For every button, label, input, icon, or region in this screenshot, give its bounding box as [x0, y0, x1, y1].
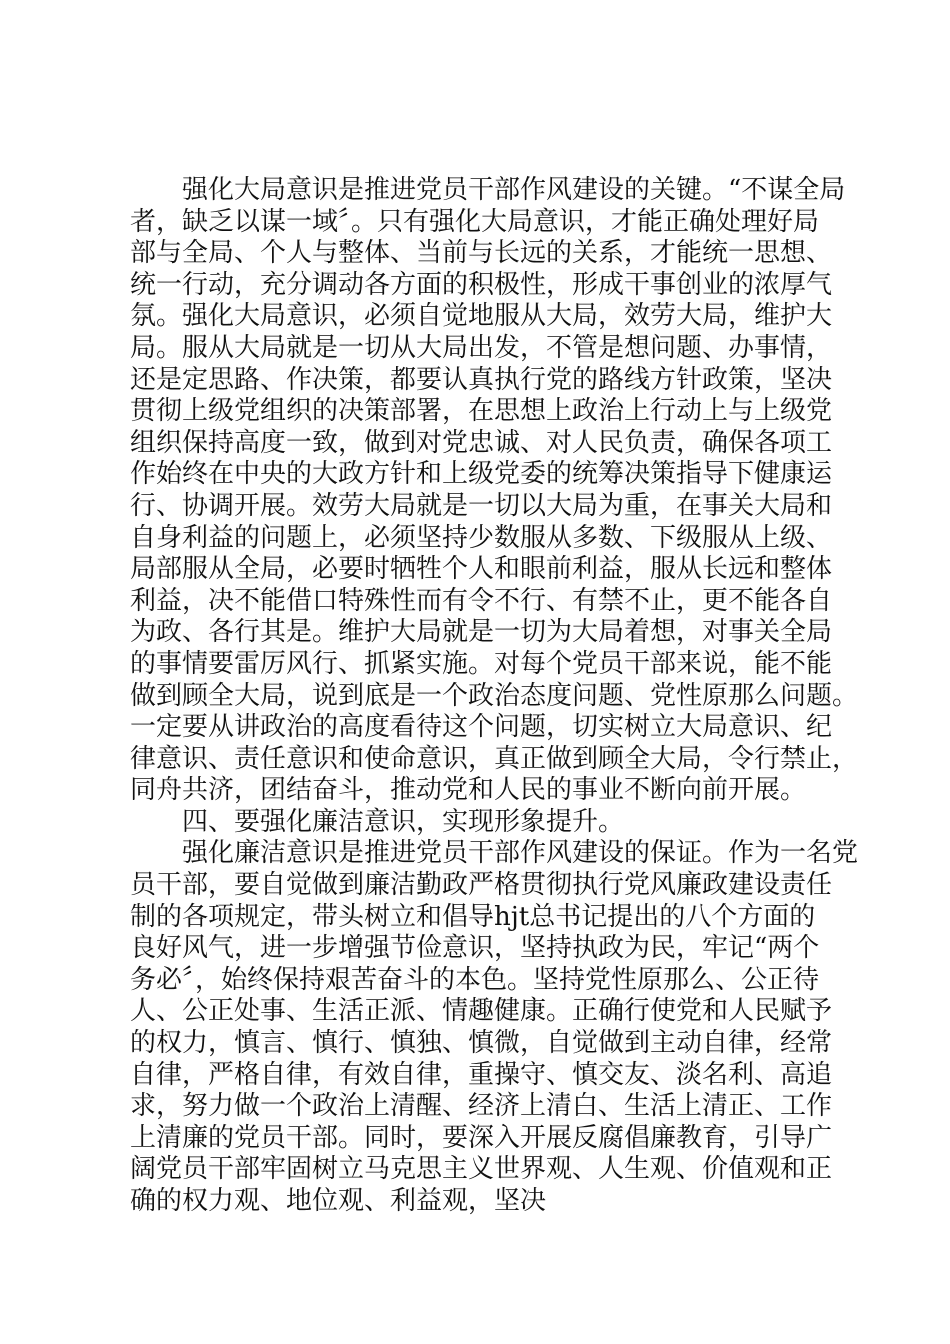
section-heading: 四、要强化廉洁意识，实现形象提升。	[182, 806, 625, 837]
paragraph-line: 贯彻上级党组织的决策部署，在思想上政治上行动上与上级党	[130, 396, 833, 427]
paragraph-line: 求，努力做一个政治上清醒、经济上清白、生活上清正、工作	[130, 1091, 833, 1122]
paragraph-line: 律意识、责任意识和使命意识，真正做到顾全大局，令行禁止，	[130, 743, 859, 774]
paragraph-line: 阔党员干部牢固树立马克思主义世界观、人生观、价值观和正	[130, 1154, 833, 1185]
paragraph-line: 局部服从全局，必要时牺牲个人和眼前利益，服从长远和整体	[130, 554, 833, 585]
paragraph-line: 做到顾全大局，说到底是一个政治态度问题、党性原那么问题。	[130, 680, 859, 711]
paragraph-line: 良好风气，进一步增强节俭意识，坚持执政为民，牢记“两个	[130, 933, 820, 964]
paragraph-line: 氛。强化大局意识，必须自觉地服从大局，效劳大局，维护大	[130, 301, 833, 332]
paragraph-line: 统一行动，充分调动各方面的积极性，形成干事创业的浓厚气	[130, 269, 833, 300]
paragraph-line: 利益，决不能借口特殊性而有令不行、有禁不止，更不能各自	[130, 585, 833, 616]
paragraph-line: 为政、各行其是。维护大局就是一切为大局着想，对事关全局	[130, 617, 833, 648]
paragraph-line: 的权力，慎言、慎行、慎独、慎微，自觉做到主动自律，经常	[130, 1028, 833, 1059]
paragraph-line: 强化廉洁意识是推进党员干部作风建设的保证。作为一名党	[182, 838, 859, 869]
paragraph-line: 还是定思路、作决策，都要认真执行党的路线方针政策，坚决	[130, 364, 833, 395]
paragraph-line: 务必〞，始终保持艰苦奋斗的本色。坚持党性原那么、公正待	[130, 964, 820, 995]
paragraph-line: 强化大局意识是推进党员干部作风建设的关键。“不谋全局	[182, 175, 846, 205]
paragraph-line: 组织保持高度一致，做到对党忠诚、对人民负责，确保各项工	[130, 427, 833, 458]
paragraph-line: 者，缺乏以谋一域〞。只有强化大局意识，才能正确处理好局	[130, 206, 820, 237]
paragraph-line: 制的各项规定，带头树立和倡导hjt总书记提出的八个方面的	[130, 901, 816, 932]
paragraph-line: 作始终在中央的大政方针和上级党委的统筹决策指导下健康运	[130, 459, 833, 490]
paragraph-line: 一定要从讲政治的高度看待这个问题，切实树立大局意识、纪	[130, 712, 833, 743]
paragraph-line: 上清廉的党员干部。同时，要深入开展反腐倡廉教育，引导广	[130, 1122, 833, 1153]
document-body	[130, 175, 859, 1218]
paragraph-line: 部与全局、个人与整体、当前与长远的关系，才能统一思想、	[130, 238, 833, 269]
paragraph-line: 员干部，要自觉做到廉洁勤政严格贯彻执行党风廉政建设责任	[130, 870, 833, 901]
paragraph-line: 自身利益的问题上，必须坚持少数服从多数、下级服从上级、	[130, 522, 833, 553]
paragraph-line: 局。服从大局就是一切从大局出发，不管是想问题、办事情，	[130, 332, 833, 363]
paragraph-line: 自律，严格自律，有效自律，重操守、慎交友、淡名利、高追	[130, 1059, 833, 1090]
paragraph-line: 行、协调开展。效劳大局就是一切以大局为重，在事关大局和	[130, 490, 833, 521]
paragraph-line: 人、公正处事、生活正派、情趣健康。正确行使党和人民赋予	[130, 996, 833, 1027]
paragraph-line: 确的权力观、地位观、利益观，坚决	[130, 1186, 547, 1216]
paragraph-line: 的事情要雷厉风行、抓紧实施。对每个党员干部来说，能不能	[130, 648, 833, 679]
paragraph-line: 同舟共济，团结奋斗，推动党和人民的事业不断向前开展。	[130, 775, 807, 806]
